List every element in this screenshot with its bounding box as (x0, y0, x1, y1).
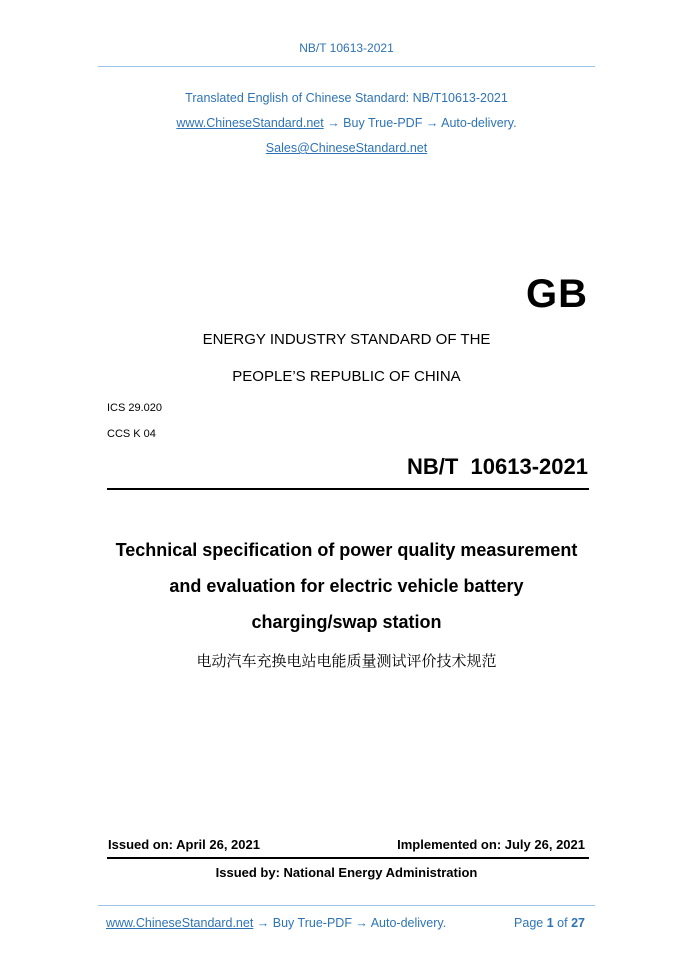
promo-site-link[interactable]: www.ChineseStandard.net (176, 116, 324, 130)
footer-divider (98, 905, 595, 906)
standard-heading-line-2: PEOPLE’S REPUBLIC OF CHINA (232, 368, 461, 385)
header-doc-number: NB/T 10613-2021 (299, 41, 394, 55)
title-line-2: and evaluation for electric vehicle battery (169, 576, 524, 596)
dates-divider (107, 857, 589, 859)
promo-email-link[interactable]: Sales@ChineseStandard.net (265, 141, 428, 155)
footer-buy-text: → Buy True-PDF → Auto-delivery. (256, 916, 447, 930)
page-total: 27 (571, 916, 585, 930)
page-indicator (514, 916, 585, 930)
promo-line-1: Translated English of Chinese Standard: NB/T10613-2021 (185, 91, 508, 105)
title-divider (107, 488, 589, 490)
standard-heading-line-1: ENERGY INDUSTRY STANDARD OF THE (202, 331, 491, 348)
issued-on-date: Issued on: April 26, 2021 (108, 837, 260, 852)
title-chinese: 电动汽车充换电站电能质量测试评价技术规范 (196, 652, 497, 670)
gb-mark: GB (526, 272, 588, 316)
standard-number: NB/T 10613-2021 (407, 454, 588, 479)
page-label: Page (514, 916, 544, 930)
promo-line-3 (0, 141, 693, 155)
page-current: 1 (546, 916, 554, 930)
footer-site-link[interactable]: www.ChineseStandard.net (106, 916, 254, 930)
ics-code: ICS 29.020 (107, 402, 163, 414)
promo-line-2 (0, 116, 693, 130)
issued-by: Issued by: National Energy Administration (215, 865, 478, 880)
implemented-on-date: Implemented on: July 26, 2021 (397, 837, 585, 852)
ccs-code: CCS K 04 (107, 428, 156, 440)
footer-links (106, 916, 446, 930)
promo-buy-text: → Buy True-PDF → Auto-delivery. (327, 116, 517, 130)
header-divider (98, 66, 595, 67)
page-of-label: of (557, 916, 568, 930)
title-line-3: charging/swap station (251, 612, 442, 632)
title-line-1: Technical specification of power quality measurement (115, 540, 578, 560)
